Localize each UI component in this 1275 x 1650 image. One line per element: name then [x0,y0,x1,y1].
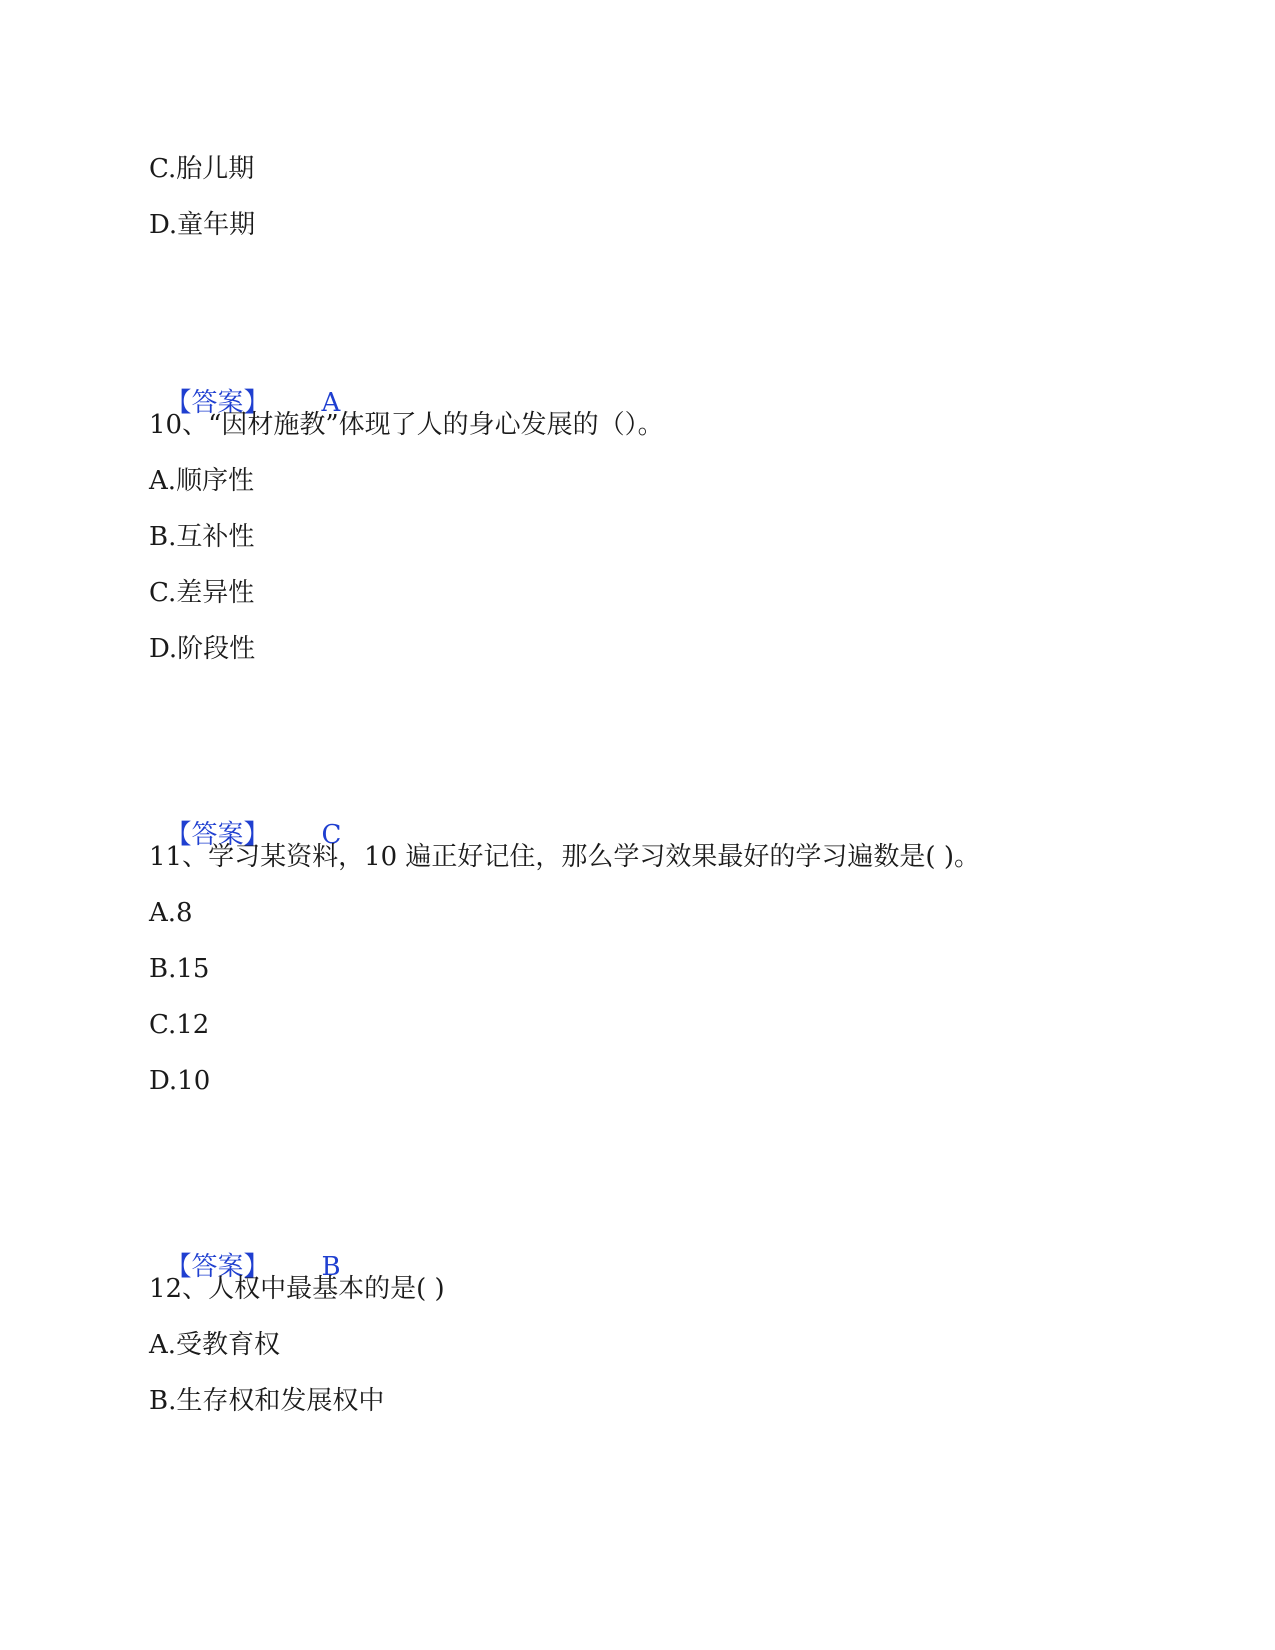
answer-label: 【答案】 [165,820,270,850]
option-b: B.生存权和发展权中 [149,1386,385,1416]
option-d: D.10 [149,1066,211,1096]
option-d: D.阶段性 [149,634,256,664]
question-stem: 10、“因材施教”体现了人的身心发展的（）。 [149,410,664,440]
option-a: A.顺序性 [149,466,255,496]
answer-value: C [321,820,342,850]
option-c: C.差异性 [149,578,255,608]
option-d: D.童年期 [149,210,256,240]
answer-line [149,352,341,418]
answer-label: 【答案】 [165,1252,270,1282]
question-stem: 11、学习某资料，10 遍正好记住，那么学习效果最好的学习遍数是( )。 [149,842,980,872]
option-a: A.8 [149,898,193,928]
answer-value: A [321,388,341,418]
option-a: A.受教育权 [149,1330,281,1360]
answer-value: B [321,1252,341,1282]
option-b: B.互补性 [149,522,255,552]
option-c: C.12 [149,1010,210,1040]
answer-line [149,784,342,850]
answer-line [149,1216,341,1282]
question-stem: 12、人权中最基本的是( ) [149,1274,445,1304]
option-b: B.15 [149,954,210,984]
answer-label: 【答案】 [165,388,270,418]
option-c: C.胎儿期 [149,154,255,184]
